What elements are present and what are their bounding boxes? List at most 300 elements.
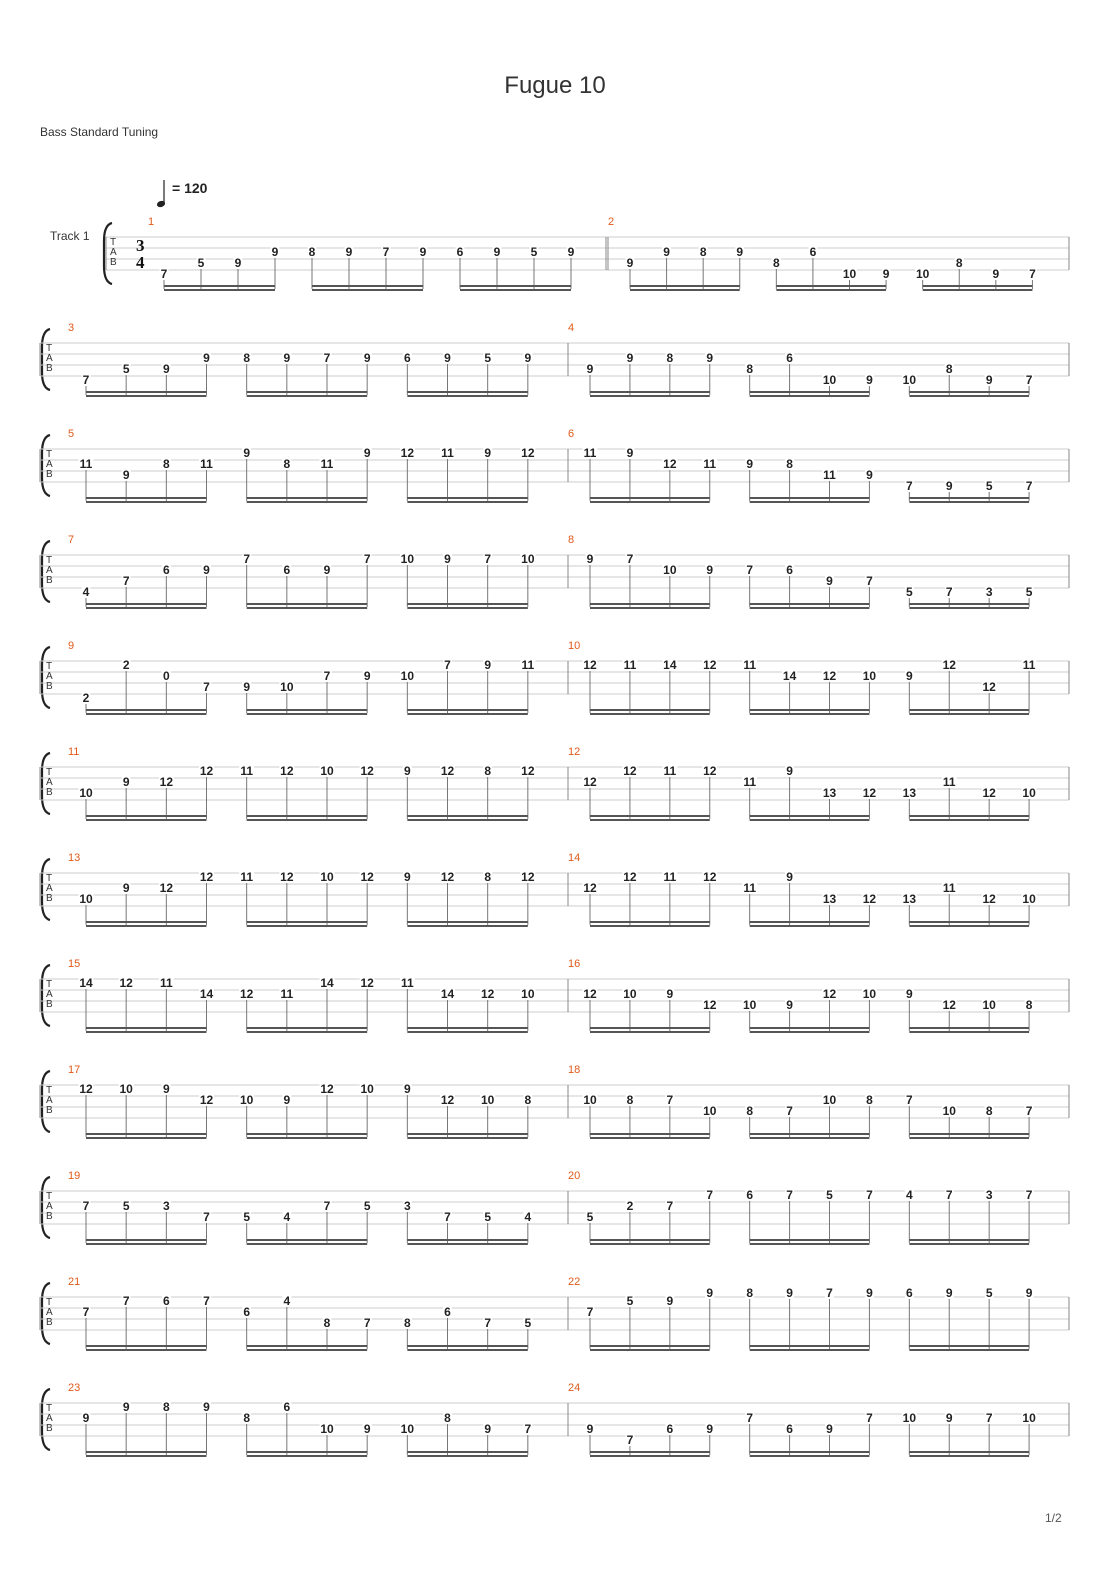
beam bbox=[247, 819, 368, 821]
beam bbox=[86, 1133, 207, 1135]
beam bbox=[750, 1027, 870, 1029]
tab-clef-letter: A bbox=[46, 459, 53, 470]
fret-number: 10 bbox=[400, 669, 415, 683]
fret-number: 14 bbox=[199, 987, 214, 1001]
beam bbox=[590, 921, 710, 923]
fret-number: 12 bbox=[400, 446, 415, 460]
beam bbox=[923, 289, 1033, 291]
fret-number: 13 bbox=[902, 892, 917, 906]
fret-number: 6 bbox=[162, 1294, 170, 1308]
beam bbox=[86, 1027, 207, 1029]
fret-number: 10 bbox=[480, 1093, 495, 1107]
fret-number: 14 bbox=[79, 976, 93, 990]
beam bbox=[247, 713, 368, 715]
fret-number: 8 bbox=[985, 1104, 993, 1118]
fret-number: 7 bbox=[626, 552, 634, 566]
fret-number: 13 bbox=[822, 892, 837, 906]
fret-number: 3 bbox=[985, 1188, 993, 1202]
fret-number: 7 bbox=[243, 552, 251, 566]
fret-number: 7 bbox=[985, 1411, 993, 1425]
beam bbox=[407, 395, 528, 397]
beam bbox=[407, 1345, 528, 1347]
beam bbox=[590, 1349, 710, 1351]
fret-number: 12 bbox=[822, 669, 837, 683]
beam bbox=[923, 285, 1033, 287]
beam bbox=[776, 285, 886, 287]
tab-clef-letter: T bbox=[46, 767, 53, 778]
fret-number: 9 bbox=[484, 446, 492, 460]
fret-number: 8 bbox=[323, 1316, 331, 1330]
fret-number: 12 bbox=[440, 870, 455, 884]
beam bbox=[590, 497, 710, 499]
fret-number: 9 bbox=[122, 1400, 130, 1414]
fret-number: 14 bbox=[782, 669, 797, 683]
fret-number: 10 bbox=[822, 373, 837, 387]
fret-number: 7 bbox=[945, 585, 953, 599]
beam bbox=[590, 391, 710, 393]
fret-number: 10 bbox=[119, 1082, 133, 1096]
tab-clef-letter: B bbox=[46, 1317, 53, 1328]
fret-number: 8 bbox=[1025, 998, 1033, 1012]
fret-number: 5 bbox=[524, 1316, 532, 1330]
measure-number: 16 bbox=[568, 958, 581, 970]
tab-clef-letter: A bbox=[46, 671, 53, 682]
beam bbox=[86, 501, 207, 503]
fret-number: 8 bbox=[403, 1316, 411, 1330]
fret-number: 5 bbox=[985, 1286, 993, 1300]
fret-number: 6 bbox=[444, 1305, 451, 1319]
fret-number: 12 bbox=[663, 457, 677, 471]
measure-number: 23 bbox=[68, 1382, 81, 1394]
fret-number: 8 bbox=[945, 362, 953, 376]
fret-number: 4 bbox=[905, 1188, 913, 1202]
fret-number: 12 bbox=[583, 881, 597, 895]
fret-number: 8 bbox=[746, 1104, 754, 1118]
fret-number: 7 bbox=[706, 1188, 714, 1202]
fret-number: 9 bbox=[706, 351, 714, 365]
fret-number: 12 bbox=[583, 987, 597, 1001]
beam bbox=[750, 1345, 870, 1347]
fret-number: 12 bbox=[440, 764, 455, 778]
measure-number: 15 bbox=[68, 958, 81, 970]
fret-number: 0 bbox=[162, 669, 170, 683]
fret-number: 12 bbox=[942, 998, 956, 1012]
tab-clef-letter: B bbox=[46, 1105, 53, 1116]
fret-number: 9 bbox=[706, 1286, 714, 1300]
fret-number: 5 bbox=[985, 479, 993, 493]
beam bbox=[247, 1349, 368, 1351]
fret-number: 11 bbox=[663, 870, 677, 884]
tab-clef-letter: T bbox=[46, 555, 53, 566]
fret-number: 7 bbox=[160, 267, 168, 281]
beam bbox=[86, 497, 207, 499]
tab-system bbox=[40, 428, 1069, 503]
tab-system bbox=[40, 852, 1069, 927]
fret-number: 11 bbox=[400, 976, 414, 990]
fret-number: 7 bbox=[786, 1104, 793, 1118]
tab-clef-letter: A bbox=[46, 353, 53, 364]
measure-number: 9 bbox=[68, 640, 75, 652]
fret-number: 12 bbox=[703, 764, 717, 778]
fret-number: 6 bbox=[403, 351, 411, 365]
fret-number: 9 bbox=[363, 446, 371, 460]
fret-number: 9 bbox=[493, 245, 501, 259]
fret-number: 9 bbox=[905, 987, 913, 1001]
measure-number: 18 bbox=[568, 1064, 581, 1076]
fret-number: 8 bbox=[243, 1411, 251, 1425]
measure-number: 11 bbox=[68, 746, 80, 758]
fret-number: 8 bbox=[626, 1093, 634, 1107]
fret-number: 8 bbox=[243, 351, 251, 365]
fret-number: 8 bbox=[786, 457, 793, 471]
beam bbox=[312, 285, 423, 287]
fret-number: 7 bbox=[323, 351, 331, 365]
beam bbox=[909, 1239, 1029, 1241]
fret-number: 8 bbox=[484, 870, 492, 884]
fret-number: 9 bbox=[586, 362, 594, 376]
fret-number: 9 bbox=[444, 552, 451, 566]
fret-number: 6 bbox=[243, 1305, 251, 1319]
fret-number: 5 bbox=[122, 362, 130, 376]
fret-number: 12 bbox=[239, 987, 254, 1001]
fret-number: 7 bbox=[484, 552, 492, 566]
tab-clef-letter: T bbox=[46, 449, 53, 460]
fret-number: 8 bbox=[283, 457, 291, 471]
beam bbox=[407, 925, 528, 927]
fret-number: 6 bbox=[666, 1422, 674, 1436]
fret-number: 12 bbox=[360, 870, 374, 884]
fret-number: 9 bbox=[283, 351, 291, 365]
beam bbox=[590, 1451, 710, 1453]
beam bbox=[247, 1451, 368, 1453]
beam bbox=[750, 713, 870, 715]
fret-number: 8 bbox=[866, 1093, 873, 1107]
song-title: Fugue 10 bbox=[504, 72, 606, 99]
fret-number: 6 bbox=[283, 563, 291, 577]
fret-number: 10 bbox=[982, 998, 996, 1012]
fret-number: 7 bbox=[746, 563, 754, 577]
fret-number: 14 bbox=[320, 976, 334, 990]
beam bbox=[909, 713, 1029, 715]
fret-number: 10 bbox=[1022, 892, 1036, 906]
fret-number: 9 bbox=[403, 764, 411, 778]
fret-number: 9 bbox=[1025, 1286, 1033, 1300]
fret-number: 12 bbox=[521, 446, 535, 460]
tab-system bbox=[40, 1170, 1069, 1245]
beam bbox=[909, 925, 1029, 927]
fret-number: 9 bbox=[345, 245, 353, 259]
fret-number: 9 bbox=[243, 446, 251, 460]
fret-number: 12 bbox=[623, 870, 637, 884]
tab-clef-letter: T bbox=[110, 237, 117, 248]
fret-number: 12 bbox=[480, 987, 495, 1001]
beam bbox=[407, 709, 528, 711]
beam bbox=[909, 607, 1029, 609]
fret-number: 9 bbox=[484, 1422, 492, 1436]
measure-number: 22 bbox=[568, 1276, 581, 1288]
beam bbox=[247, 607, 368, 609]
fret-number: 6 bbox=[162, 563, 170, 577]
fret-number: 6 bbox=[786, 351, 793, 365]
fret-number: 12 bbox=[521, 764, 535, 778]
fret-number: 8 bbox=[772, 256, 780, 270]
tab-system bbox=[40, 534, 1069, 609]
fret-number: 10 bbox=[320, 870, 334, 884]
beam bbox=[247, 1345, 368, 1347]
beam bbox=[909, 501, 1029, 503]
beam bbox=[909, 1455, 1029, 1457]
beam bbox=[590, 1031, 710, 1033]
beam bbox=[909, 1137, 1029, 1139]
measure-number: 17 bbox=[68, 1064, 81, 1076]
fret-number: 12 bbox=[982, 786, 996, 800]
fret-number: 5 bbox=[484, 351, 492, 365]
fret-number: 9 bbox=[626, 256, 634, 270]
beam bbox=[590, 1455, 710, 1457]
fret-number: 9 bbox=[663, 245, 670, 259]
beam bbox=[407, 1455, 528, 1457]
fret-number: 7 bbox=[203, 1210, 210, 1224]
tab-clef-letter: T bbox=[46, 1297, 53, 1308]
fret-number: 4 bbox=[283, 1294, 291, 1308]
tab-clef-letter: T bbox=[46, 661, 53, 672]
beam bbox=[247, 709, 368, 711]
fret-number: 6 bbox=[746, 1188, 754, 1202]
beam bbox=[909, 1349, 1029, 1351]
fret-number: 5 bbox=[484, 1210, 492, 1224]
fret-number: 7 bbox=[82, 1305, 90, 1319]
beam bbox=[909, 709, 1029, 711]
fret-number: 10 bbox=[360, 1082, 374, 1096]
fret-number: 7 bbox=[524, 1422, 532, 1436]
fret-number: 8 bbox=[524, 1093, 532, 1107]
beam bbox=[909, 819, 1029, 821]
fret-number: 12 bbox=[862, 892, 877, 906]
beam bbox=[750, 497, 870, 499]
fret-number: 9 bbox=[122, 775, 130, 789]
fret-number: 12 bbox=[623, 764, 637, 778]
beam bbox=[630, 285, 740, 287]
fret-number: 7 bbox=[666, 1199, 674, 1213]
fret-number: 12 bbox=[360, 976, 374, 990]
fret-number: 10 bbox=[239, 1093, 254, 1107]
beam bbox=[247, 1031, 368, 1033]
beam bbox=[407, 815, 528, 817]
tuning-label: Bass Standard Tuning bbox=[40, 125, 159, 139]
fret-number: 6 bbox=[809, 245, 817, 259]
beam bbox=[86, 1031, 207, 1033]
beam bbox=[407, 497, 528, 499]
beam bbox=[909, 395, 1029, 397]
fret-number: 12 bbox=[159, 775, 174, 789]
fret-number: 9 bbox=[524, 351, 532, 365]
beam bbox=[86, 815, 207, 817]
beam bbox=[86, 391, 207, 393]
beam bbox=[407, 1137, 528, 1139]
tab-clef-letter: T bbox=[46, 1191, 53, 1202]
beam bbox=[247, 603, 368, 605]
fret-number: 10 bbox=[1022, 1411, 1036, 1425]
fret-number: 13 bbox=[902, 786, 917, 800]
fret-number: 10 bbox=[623, 987, 637, 1001]
fret-number: 6 bbox=[786, 1422, 793, 1436]
measure-number: 2 bbox=[608, 216, 615, 228]
beam bbox=[909, 1345, 1029, 1347]
tab-clef-letter: A bbox=[46, 883, 53, 894]
tab-system bbox=[40, 1064, 1069, 1139]
beam bbox=[909, 391, 1029, 393]
fret-number: 5 bbox=[243, 1210, 251, 1224]
fret-number: 9 bbox=[736, 245, 744, 259]
fret-number: 5 bbox=[626, 1294, 634, 1308]
tab-clef-letter: A bbox=[46, 565, 53, 576]
tab-clef-letter: B bbox=[110, 257, 117, 268]
fret-number: 6 bbox=[456, 245, 464, 259]
fret-number: 10 bbox=[79, 892, 93, 906]
tab-clef-letter: T bbox=[46, 1085, 53, 1096]
beam bbox=[590, 1239, 710, 1241]
fret-number: 8 bbox=[308, 245, 316, 259]
measure-number: 6 bbox=[568, 428, 575, 440]
fret-number: 4 bbox=[82, 585, 90, 599]
fret-number: 12 bbox=[119, 976, 133, 990]
fret-number: 7 bbox=[323, 1199, 331, 1213]
fret-number: 9 bbox=[586, 1422, 594, 1436]
tab-clef-letter: T bbox=[46, 979, 53, 990]
measure-number: 7 bbox=[68, 534, 75, 546]
fret-number: 10 bbox=[822, 1093, 837, 1107]
fret-number: 9 bbox=[363, 1422, 371, 1436]
fret-number: 9 bbox=[626, 446, 634, 460]
beam bbox=[407, 391, 528, 393]
beam bbox=[590, 1243, 710, 1245]
fret-number: 7 bbox=[82, 1199, 90, 1213]
beam bbox=[86, 1243, 207, 1245]
beam bbox=[247, 1137, 368, 1139]
fret-number: 11 bbox=[280, 987, 294, 1001]
fret-number: 10 bbox=[703, 1104, 717, 1118]
fret-number: 9 bbox=[866, 468, 873, 482]
fret-number: 9 bbox=[826, 1422, 833, 1436]
fret-number: 12 bbox=[583, 775, 597, 789]
fret-number: 8 bbox=[746, 362, 754, 376]
fret-number: 7 bbox=[866, 574, 873, 588]
tab-clef-letter: A bbox=[46, 777, 53, 788]
fret-number: 11 bbox=[79, 457, 93, 471]
fret-number: 9 bbox=[992, 267, 1000, 281]
beam bbox=[247, 1133, 368, 1135]
tab-clef-letter: B bbox=[46, 575, 53, 586]
fret-number: 7 bbox=[866, 1188, 873, 1202]
fret-number: 9 bbox=[419, 245, 427, 259]
fret-number: 11 bbox=[200, 457, 213, 471]
beam bbox=[750, 1455, 870, 1457]
beam bbox=[750, 603, 870, 605]
measure-number: 4 bbox=[568, 322, 575, 334]
beam bbox=[86, 1451, 207, 1453]
tab-clef-letter: B bbox=[46, 363, 53, 374]
measure-number: 12 bbox=[568, 746, 581, 758]
beam bbox=[86, 395, 207, 397]
fret-number: 11 bbox=[703, 457, 717, 471]
fret-number: 7 bbox=[203, 1294, 210, 1308]
tab-system bbox=[40, 1276, 1069, 1351]
fret-number: 12 bbox=[199, 764, 214, 778]
beam bbox=[407, 1239, 528, 1241]
fret-number: 9 bbox=[203, 351, 210, 365]
fret-number: 12 bbox=[280, 870, 294, 884]
beam bbox=[750, 709, 870, 711]
fret-number: 9 bbox=[567, 245, 575, 259]
fret-number: 9 bbox=[363, 669, 371, 683]
beam bbox=[750, 921, 870, 923]
beam bbox=[590, 1027, 710, 1029]
fret-number: 9 bbox=[444, 351, 451, 365]
fret-number: 12 bbox=[199, 1093, 214, 1107]
fret-number: 9 bbox=[746, 457, 754, 471]
fret-number: 12 bbox=[942, 658, 956, 672]
beam bbox=[86, 921, 207, 923]
fret-number: 11 bbox=[583, 446, 597, 460]
beam bbox=[750, 395, 870, 397]
fret-number: 12 bbox=[982, 892, 996, 906]
fret-number: 10 bbox=[902, 373, 917, 387]
fret-number: 5 bbox=[363, 1199, 371, 1213]
beam bbox=[407, 501, 528, 503]
tab-system bbox=[40, 958, 1069, 1033]
fret-number: 9 bbox=[786, 1286, 793, 1300]
fret-number: 11 bbox=[320, 457, 334, 471]
tab-clef-letter: T bbox=[46, 1403, 53, 1414]
fret-number: 5 bbox=[586, 1210, 594, 1224]
fret-number: 5 bbox=[530, 245, 538, 259]
fret-number: 7 bbox=[866, 1411, 873, 1425]
fret-number: 12 bbox=[703, 658, 717, 672]
fret-number: 9 bbox=[786, 870, 793, 884]
tab-system bbox=[40, 322, 1069, 397]
fret-number: 6 bbox=[905, 1286, 913, 1300]
fret-number: 12 bbox=[521, 870, 535, 884]
beam bbox=[909, 815, 1029, 817]
beam bbox=[750, 391, 870, 393]
fret-number: 4 bbox=[283, 1210, 291, 1224]
fret-number: 12 bbox=[440, 1093, 455, 1107]
beam bbox=[86, 607, 207, 609]
tab-clef-letter: B bbox=[46, 469, 53, 480]
tab-clef-letter: A bbox=[46, 1095, 53, 1106]
fret-number: 7 bbox=[905, 479, 913, 493]
fret-number: 10 bbox=[79, 786, 93, 800]
fret-number: 11 bbox=[1022, 658, 1036, 672]
fret-number: 2 bbox=[82, 691, 90, 705]
beam bbox=[590, 819, 710, 821]
fret-number: 7 bbox=[1025, 1188, 1033, 1202]
beam bbox=[750, 1243, 870, 1245]
fret-number: 12 bbox=[862, 786, 877, 800]
beam bbox=[590, 925, 710, 927]
measure-number: 14 bbox=[568, 852, 581, 864]
fret-number: 7 bbox=[1025, 373, 1033, 387]
fret-number: 5 bbox=[905, 585, 913, 599]
measure-number: 10 bbox=[568, 640, 581, 652]
fret-number: 11 bbox=[743, 658, 757, 672]
fret-number: 9 bbox=[484, 658, 492, 672]
fret-number: 11 bbox=[623, 658, 637, 672]
fret-number: 9 bbox=[586, 552, 594, 566]
beam bbox=[86, 603, 207, 605]
tab-system bbox=[104, 216, 1069, 291]
measure-number: 20 bbox=[568, 1170, 581, 1182]
